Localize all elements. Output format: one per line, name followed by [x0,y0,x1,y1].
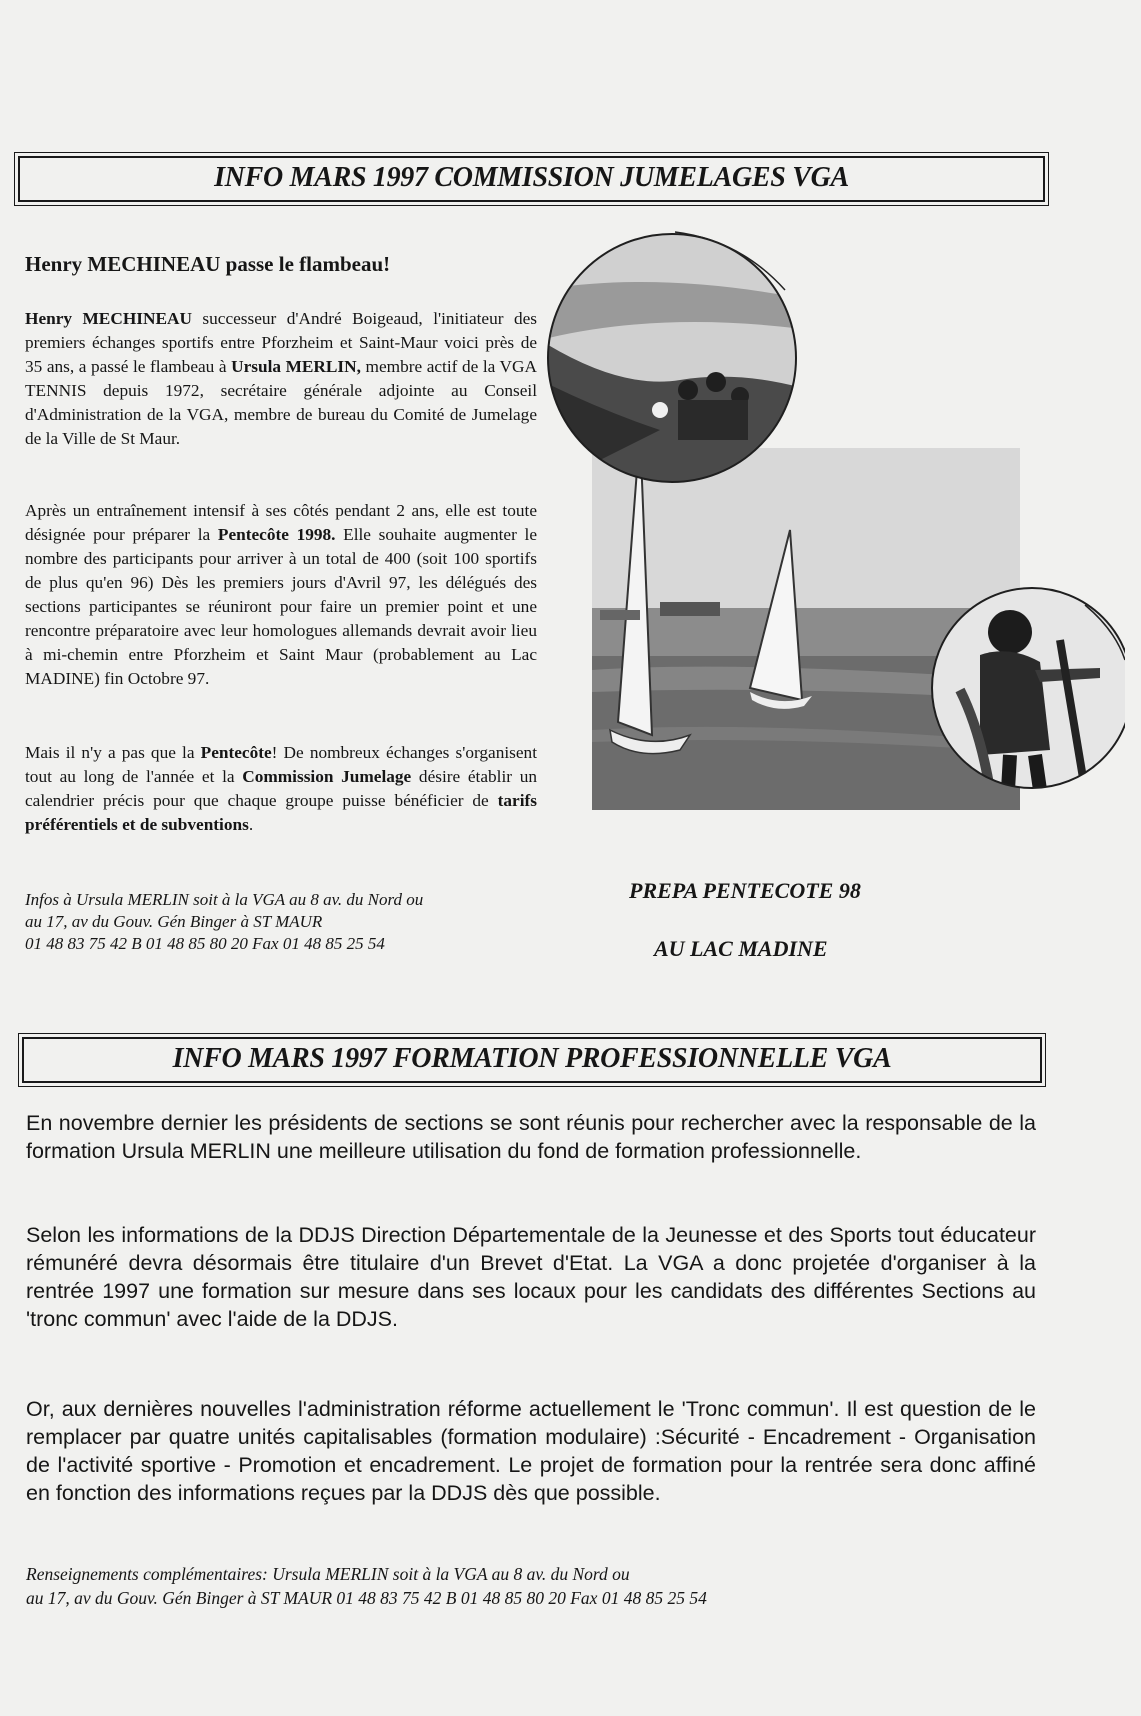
paragraph-reforme: Or, aux dernières nouvelles l'administration réforme actuellement le 'Tronc commun'. Il est question de le remplacer par quatre unités capitalisables (formation modulaire) :Sécurité - Encadrement - Organisation de l'activité sportive - Promotion et encadrement. Le projet de formation pour la rentrée sera donc affiné en fonction des informations reçues par la DDJS dès que possible. [26,1397,1036,1505]
contact-info [25,889,545,955]
text-run: Elle souhaite augmenter le nombre des participants pour arriver à un total de 400 (soit 100 sportifs de plus qu'en 96) Dès les premiers jours d'Avril 97, les délégués des sections participantes se réuniront pour faire un premier point et une rencontre préparatoire avec leur homologues allemands devrait avoir lieu à mi-chemin entre Pforzheim et Saint Maur (probablement au Lac MADINE) fin Octobre 97. [25,525,537,688]
text-run: . [248,815,254,834]
text-run: ! De nombreux échanges s'organisent tout au long de l'année et la [25,743,537,786]
photo-caption-line2: AU LAC MADINE [654,936,828,961]
contact-line: 01 48 83 75 42 B 01 48 85 80 20 Fax 01 48 85 25 54 [25,934,385,953]
contact-line: Infos à Ursula MERLIN soit à la VGA au 8 av. du Nord ou [25,890,424,909]
contact-line: au 17, av du Gouv. Gén Binger à ST MAUR 01 48 83 75 42 B 01 48 85 80 20 Fax 01 48 85 25 54 [26,1588,707,1608]
section-header-formation [22,1037,1042,1083]
text-run: Après un entraînement intensif à ses côtés pendant 2 ans, elle est toute désignée pour préparer la [25,501,537,544]
section-header-jumelages [18,156,1045,202]
bold-text: Commission Jumelage [242,767,412,786]
photo-caption-line1: PREPA PENTECOTE 98 [629,878,861,903]
bold-text: tarifs préférentiels et de subventions [25,791,537,834]
contact-line: Renseignements complémentaires: Ursula MERLIN soit à la VGA au 8 av. du Nord ou [26,1564,630,1584]
article-title: Henry MECHINEAU passe le flambeau! [25,252,391,276]
text-run: Mais il n'y a pas que la [25,743,201,762]
text-run: désire établir un calendrier précis pour que chaque groupe puisse bénéficier de [25,767,537,810]
renseignements-contact [26,1562,1026,1610]
bold-text: Pentecôte [200,743,272,762]
bold-text: Pentecôte 1998. [217,525,336,544]
paragraph-formation-intro: En novembre dernier les présidents de sections se sont réunis pour rechercher avec la responsable de la formation Ursula MERLIN une meilleure utilisation du fond de formation professionnelle. [26,1111,1036,1163]
contact-line: au 17, av du Gouv. Gén Binger à ST MAUR [25,912,323,931]
paragraph-succession [25,307,537,451]
paragraph-echanges [25,741,537,837]
section-header-text: INFO MARS 1997 FORMATION PROFESSIONNELLE VGA [172,1043,892,1074]
text-run: membre actif de la VGA TENNIS depuis 1972, secrétaire générale adjointe au Conseil d'Administration de la VGA, membre de bureau du Comité de Jumelage de la Ville de St Maur. [25,357,537,448]
bold-name: Henry MECHINEAU [25,309,192,328]
paragraph-pentecote [25,499,537,691]
section-header-text: INFO MARS 1997 COMMISSION JUMELAGES VGA [214,162,849,193]
photo-collage [540,230,1125,870]
paragraph-ddjs: Selon les informations de la DDJS Direction Départementale de la Jeunesse et des Sports tout éducateur rémunéré devra désormais être titulaire d'un Brevet d'Etat. La VGA a donc projetée d'organiser à la rentrée 1997 une formation sur mesure dans ses locaux pour les candidats des différentes Sections au 'tronc commun' avec l'aide de la DDJS. [26,1223,1036,1331]
text-run: successeur d'André Boigeaud, l'initiateur des premiers échanges sportifs entre Pforzheim et Saint-Maur voici près de 35 ans, a passé le flambeau à [25,309,537,376]
bold-name: Ursula MERLIN, [231,357,361,376]
